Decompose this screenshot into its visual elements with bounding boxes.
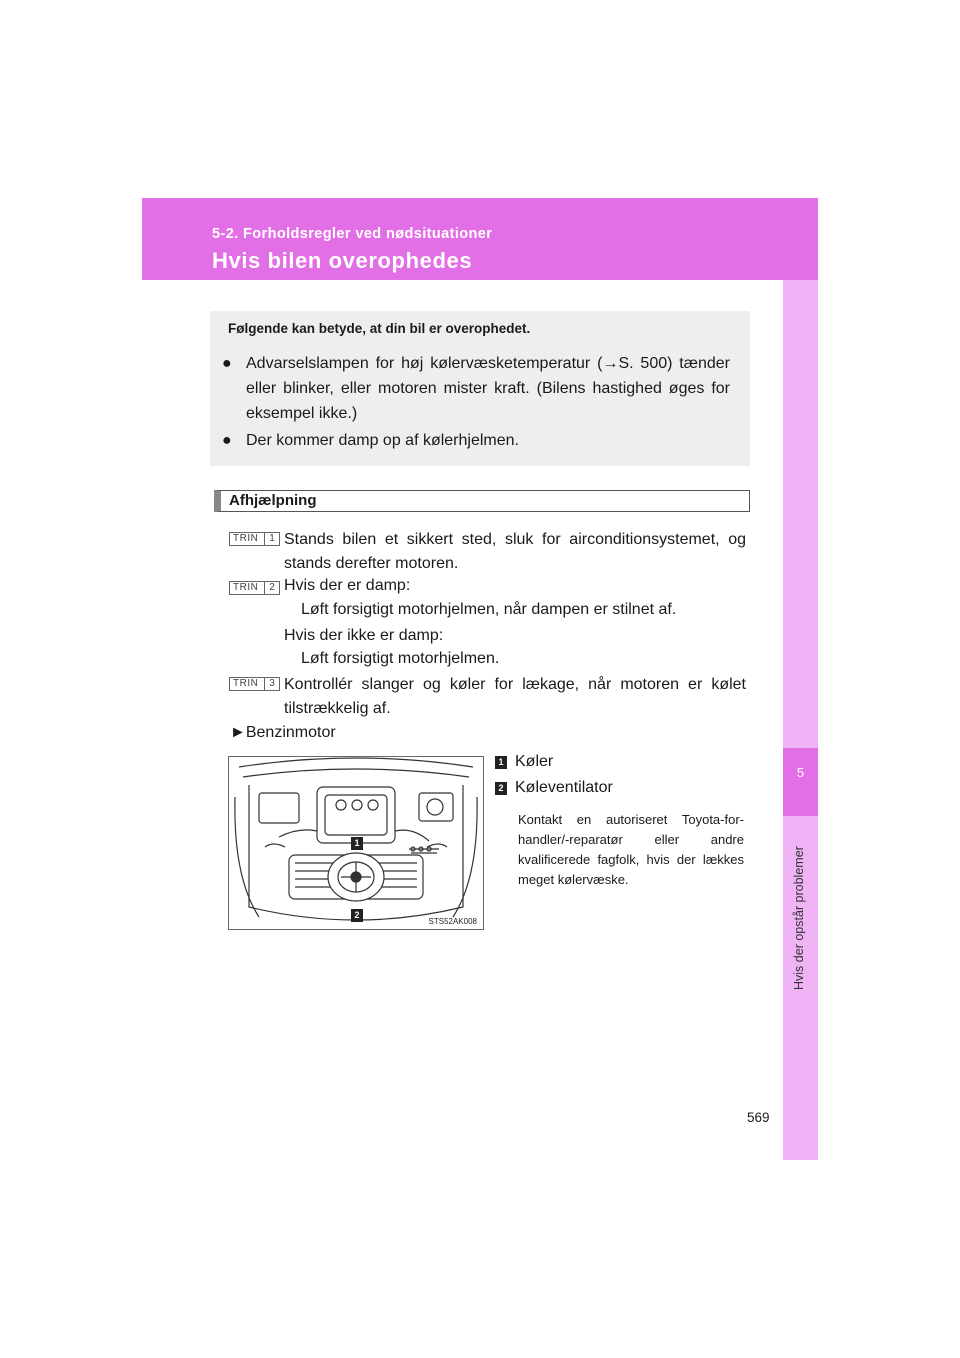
engine-bay-figure xyxy=(228,756,484,930)
notice-item-text: Der kommer damp op af kølerhjelmen. xyxy=(246,432,519,449)
side-tab-active[interactable] xyxy=(783,748,818,816)
step-case-label: Hvis der er damp: xyxy=(284,577,411,594)
step-badge xyxy=(229,532,280,546)
figure-code: STS52AK008 xyxy=(428,917,477,926)
step-badge-number: 2 xyxy=(264,582,279,594)
notice-item xyxy=(222,351,730,426)
step-case-text: Løft forsigtigt motorhjelmen. xyxy=(301,650,500,667)
note-text: Kontakt en autoriseret Toyota-for-handler/-reparatør eller andre kvalificerede fagfolk, hvis der lækkes meget kølervæske. xyxy=(518,812,744,887)
step-badge-label: TRIN xyxy=(233,533,259,544)
notice-box xyxy=(210,311,750,466)
step-badge-number: 3 xyxy=(264,678,279,690)
bullet-icon: ● xyxy=(222,432,232,449)
legend-label: Køler xyxy=(515,753,554,770)
bullet-icon: ● xyxy=(222,355,232,372)
step-badge xyxy=(229,677,280,691)
triangle-arrow-icon: ► xyxy=(230,724,246,741)
chapter-title: Hvis der opstår problemer xyxy=(792,846,806,990)
step-badge-label: TRIN xyxy=(233,582,259,593)
notice-heading: Følgende kan betyde, at din bil er overophedet. xyxy=(228,321,531,336)
step-text: Kontrollér slanger og køler for lækage, når motoren er kølet tilstrækkelig af. xyxy=(284,676,746,717)
legend-badge: 1 xyxy=(495,756,507,769)
figure-marker-2: 2 xyxy=(351,909,363,922)
step-badge-label: TRIN xyxy=(233,678,259,689)
engine-type-label: Benzinmotor xyxy=(245,724,336,741)
section-heading-label: Afhjælpning xyxy=(229,492,317,509)
notice-item-text: Advarselslampen for høj kølervæsketemperatur (→S. 500) tænder eller blinker, eller motoren mister kraft. (Bilens hastighed øges for eksempel ikke.) xyxy=(246,355,730,422)
page-title: Hvis bilen overophedes xyxy=(212,248,473,273)
step-badge xyxy=(229,581,280,595)
section-heading xyxy=(214,490,750,512)
side-tab xyxy=(783,280,818,1160)
figure-marker-1: 1 xyxy=(351,837,363,850)
engine-type xyxy=(230,724,336,742)
step-text: Stands bilen et sikkert sted, sluk for airconditionsystemet, og stands derefter motoren. xyxy=(284,531,746,572)
legend-label: Køleventilator xyxy=(515,779,613,796)
section-label: 5-2. Forholdsregler ved nødsituationer xyxy=(212,226,493,242)
chapter-number: 5 xyxy=(796,765,805,780)
step-case-label: Hvis der ikke er damp: xyxy=(284,627,444,644)
notice-item xyxy=(222,428,730,453)
legend-badge: 2 xyxy=(495,782,507,795)
step-case-text: Løft forsigtigt motorhjelmen, når dampen er stilnet af. xyxy=(301,601,677,618)
page-number: 569 xyxy=(747,1110,770,1125)
step-badge-number: 1 xyxy=(264,533,279,545)
